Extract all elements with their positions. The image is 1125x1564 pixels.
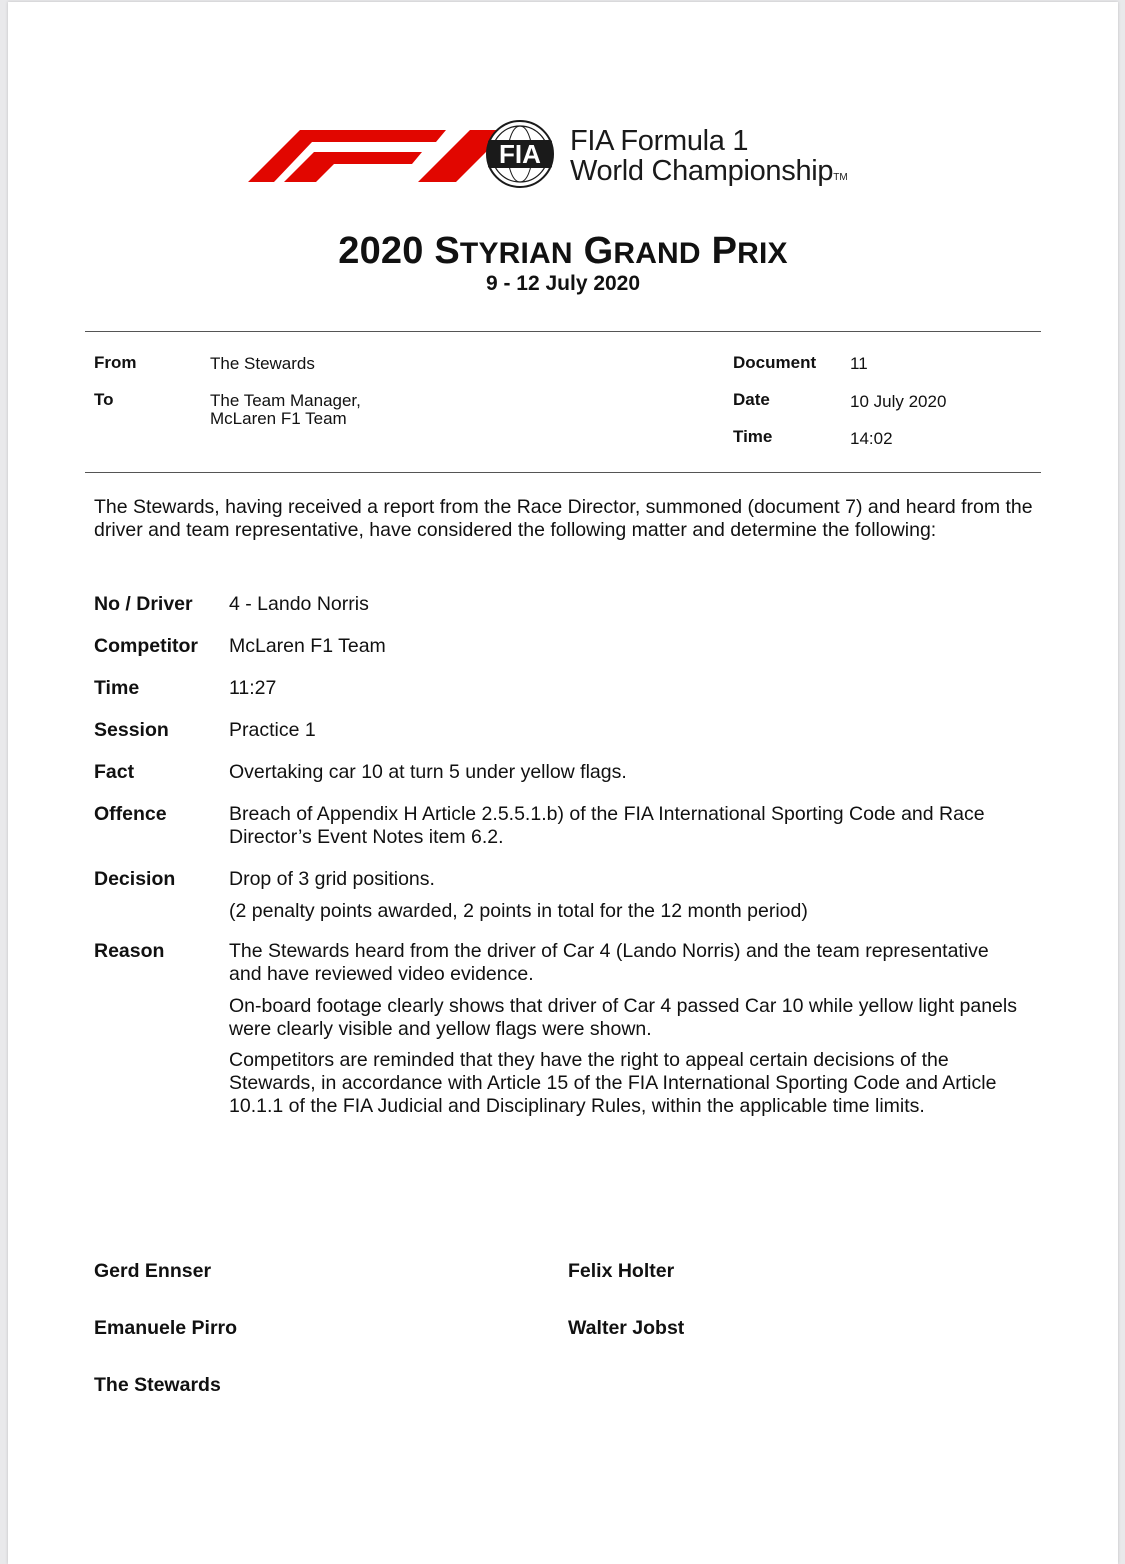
date-label: Date: [733, 390, 770, 409]
decision-value-2: (2 penalty points awarded, 2 points in total for the 12 month period): [229, 900, 808, 922]
logo-line-2: World ChampionshipTM: [570, 155, 848, 187]
session-value: Practice 1: [229, 719, 316, 741]
header-divider-bottom: [85, 472, 1041, 473]
document-label: Document: [733, 353, 817, 372]
decision-label: Decision: [94, 868, 176, 890]
incident-time-label: Time: [94, 677, 140, 699]
event-dates: 9 - 12 July 2020: [485, 272, 641, 295]
reason-label: Reason: [94, 940, 165, 962]
steward-signature-3: Emanuele Pirro: [94, 1317, 238, 1339]
steward-signature-4: Walter Jobst: [568, 1317, 685, 1339]
document-value: 11: [850, 354, 868, 373]
fia-f1-logo: [240, 120, 920, 190]
page-title: 2020 STYRIAN GRAND PRIX: [338, 230, 788, 272]
time-value: 14:02: [850, 429, 893, 448]
fact-value: Overtaking car 10 at turn 5 under yellow flags.: [229, 761, 627, 783]
championship-name: [570, 126, 848, 193]
steward-signature-2: Felix Holter: [568, 1260, 675, 1282]
reason-value-2: On-board footage clearly shows that driver of Car 4 passed Car 10 while yellow light panels were clearly visible and yellow flags were shown.: [229, 995, 1017, 1040]
from-label: From: [94, 353, 137, 372]
fia-badge-text: FIA: [499, 139, 541, 169]
to-label: To: [94, 390, 114, 409]
fact-label: Fact: [94, 761, 135, 783]
competitor-value: McLaren F1 Team: [229, 635, 386, 657]
competitor-label: Competitor: [94, 635, 198, 657]
reason-value-1: The Stewards heard from the driver of Car 4 (Lando Norris) and the team representative and have reviewed video evidence.: [229, 940, 989, 985]
to-value: The Team Manager, McLaren F1 Team: [210, 391, 361, 428]
offence-value: Breach of Appendix H Article 2.5.5.1.b) of the FIA International Sporting Code and Race Director’s Event Notes item 6.2.: [229, 803, 985, 848]
session-label: Session: [94, 719, 169, 741]
from-value: The Stewards: [210, 354, 315, 373]
driver-label: No / Driver: [94, 593, 193, 615]
offence-label: Offence: [94, 803, 167, 825]
reason-value-3: Competitors are reminded that they have the right to appeal certain decisions of the Stewards, in accordance with Article 15 of the FIA International Sporting Code and Article 10.1.1 of the FIA Judicial and Disciplinary Rules, within the applicable time limits.: [229, 1049, 997, 1117]
intro-paragraph: The Stewards, having received a report from the Race Director, summoned (document 7) and heard from the driver and team representative, have considered the following matter and determine the following:: [94, 496, 1033, 541]
steward-signature-1: Gerd Ennser: [94, 1260, 212, 1282]
header-divider-top: [85, 331, 1041, 332]
date-value: 10 July 2020: [850, 392, 947, 411]
driver-value: 4 - Lando Norris: [229, 593, 369, 615]
f1-fia-emblem-icon: [240, 120, 570, 190]
time-label: Time: [733, 427, 773, 446]
stewards-footer: The Stewards: [94, 1374, 221, 1396]
document-page: [8, 2, 1118, 1564]
incident-time-value: 11:27: [229, 677, 277, 699]
logo-line-1: FIA Formula 1: [570, 125, 749, 157]
decision-value-1: Drop of 3 grid positions.: [229, 868, 435, 890]
trademark: TM: [833, 172, 848, 183]
